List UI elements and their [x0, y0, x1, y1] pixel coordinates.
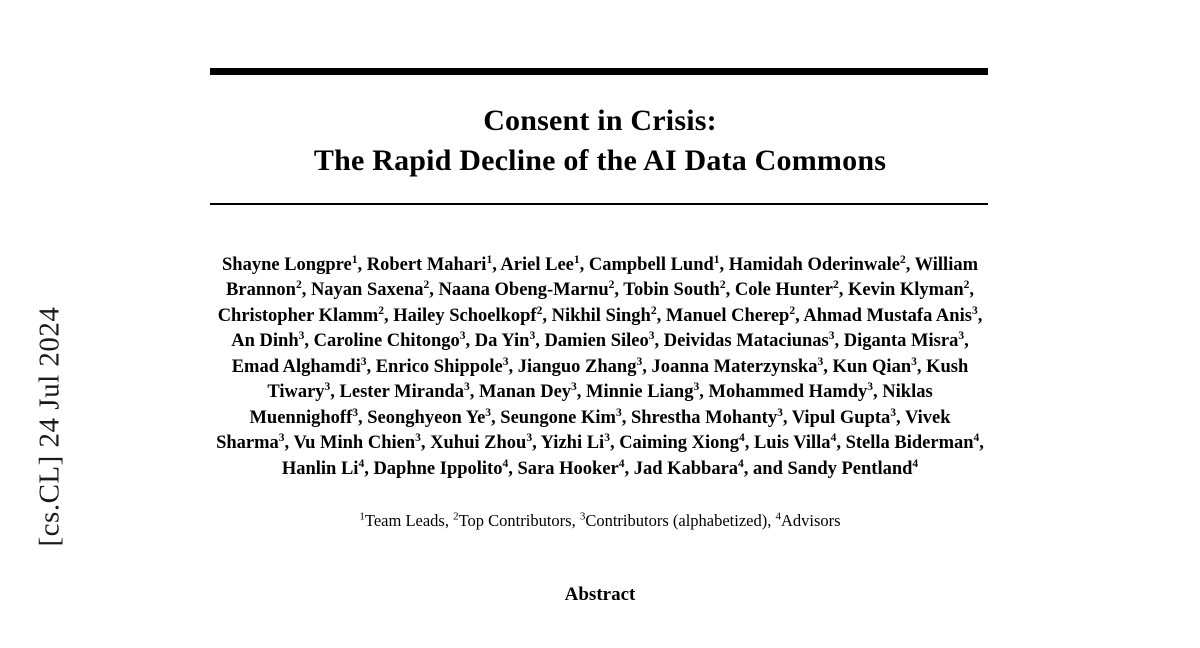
paper-page — [210, 0, 990, 648]
author-list: Shayne Longpre$^1$, Robert Mahari$^1$, Ariel Lee$^1$, Campbell Lund$^1$, Hamidah Oderinwale$^2$, William Brannon$^2$, Nayan Saxena$^2$, Naana Obeng-Marnu$^2$, Tobin South$^2$, Cole Hunter$^2$, Kevin Klyman$^2$, Christopher Klamm$^2$, Hailey Schoelkopf$^2$, Nikhil Singh$^2$, Manuel Cherep$^2$, Ahmad Mustafa Anis$^3$, An Dinh$^3$, Caroline Chitongo$^3$, Da Yin$^3$, Damien Sileo$^3$, Deividas Mataciunas$^3$, Diganta Misra$^3$, Emad Alghamdi$^3$, Enrico Shippole$^3$, Jianguo Zhang$^3$, Joanna Materzynska$^3$, Kun Qian$^3$, Kush Tiwary$^3$, Lester Miranda$^3$, Manan Dey$^3$, Minnie Liang$^3$, Mohammed Hamdy$^3$, Niklas Muennighoff$^3$, Seonghyeon Ye$^3$, Seungone Kim$^3$, Shrestha Mohanty$^3$, Vipul Gupta$^3$, Vivek Sharma$^3$, Vu Minh Chien$^3$, Xuhui Zhou$^3$, Yizhi Li$^3$, Caiming Xiong$^4$, Luis Villa$^4$, Stella Biderman$^4$, Hanlin Li$^4$, Daphne Ippolito$^4$, Sara Hooker$^4$, Jad Kabbara$^4$, and Sandy Pentland$^4$ — [216, 253, 984, 479]
page-title-line-1: Consent in Crisis: — [483, 104, 717, 137]
arxiv-stamp — [0, 0, 90, 648]
page-title — [210, 101, 990, 181]
affiliation-legend: $^1$Team Leads, $^2$Top Contributors, $^3$Contributors (alphabetized), $^4$Advisors — [359, 510, 841, 530]
abstract-heading: Abstract — [564, 584, 636, 605]
page-title-line-2: The Rapid Decline of the AI Data Commons — [313, 144, 887, 177]
title-rule-top — [210, 68, 988, 75]
title-rule-bottom — [210, 203, 988, 205]
arxiv-stamp-text: [cs.CL] 24 Jul 2024 — [33, 306, 66, 547]
